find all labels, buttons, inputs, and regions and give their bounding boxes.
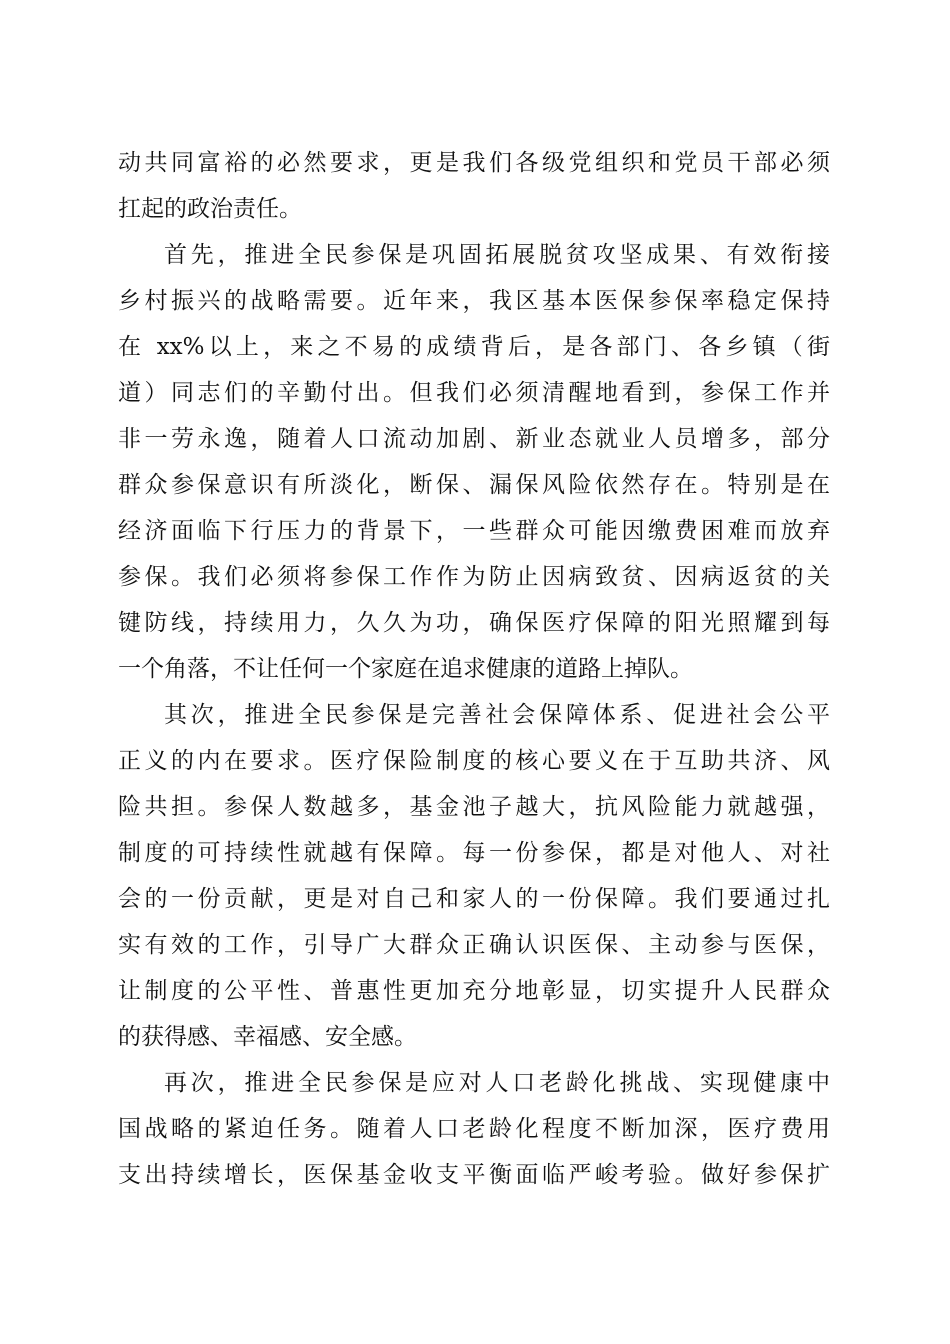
- text-line: 动共同富裕的必然要求，更是我们各级党组织和党员干部必须: [118, 150, 830, 176]
- text-line: 险共担。参保人数越多，基金池子越大，抗风险能力就越强，: [118, 794, 830, 820]
- paragraph-start-line: 再次，推进全民参保是应对人口老龄化挑战、实现健康中: [164, 1070, 830, 1096]
- text-line: 国战略的紧迫任务。随着人口老龄化程度不断加深，医疗费用: [118, 1116, 830, 1142]
- text-line: 道）同志们的辛勤付出。但我们必须清醒地看到，参保工作并: [118, 380, 830, 406]
- text-line: 非一劳永逸，随着人口流动加剧、新业态就业人员增多，部分: [118, 426, 830, 452]
- text-line: 让制度的公平性、普惠性更加充分地彰显，切实提升人民群众: [118, 978, 830, 1004]
- text-line: 实有效的工作，引导广大群众正确认识医保、主动参与医保，: [118, 932, 830, 958]
- text-line: 群众参保意识有所淡化，断保、漏保风险依然存在。特别是在: [118, 472, 830, 498]
- text-line: 参保。我们必须将参保工作作为防止因病致贫、因病返贫的关: [118, 564, 830, 590]
- text-line: 乡村振兴的战略需要。近年来，我区基本医保参保率稳定保持: [118, 288, 830, 314]
- text-line: 会的一份贡献，更是对自己和家人的一份保障。我们要通过扎: [118, 886, 830, 912]
- text-line: 键防线，持续用力，久久为功，确保医疗保障的阳光照耀到每: [118, 610, 830, 636]
- text-line: 制度的可持续性就越有保障。每一份参保，都是对他人、对社: [118, 840, 830, 866]
- text-line: 经济面临下行压力的背景下，一些群众可能因缴费困难而放弃: [118, 518, 830, 544]
- paragraph-start-line: 首先，推进全民参保是巩固拓展脱贫攻坚成果、有效衔接: [164, 242, 830, 268]
- text-line: 扛起的政治责任。: [118, 196, 302, 222]
- text-line: 一个角落，不让任何一个家庭在追求健康的道路上掉队。: [118, 656, 693, 682]
- text-line: 支出持续增长，医保基金收支平衡面临严峻考验。做好参保扩: [118, 1162, 830, 1188]
- text-line: 在 xx%以上，来之不易的成绩背后，是各部门、各乡镇（街: [118, 334, 830, 360]
- text-line: 正义的内在要求。医疗保险制度的核心要义在于互助共济、风: [118, 748, 830, 774]
- paragraph-start-line: 其次，推进全民参保是完善社会保障体系、促进社会公平: [164, 702, 830, 728]
- text-line: 的获得感、幸福感、安全感。: [118, 1024, 417, 1050]
